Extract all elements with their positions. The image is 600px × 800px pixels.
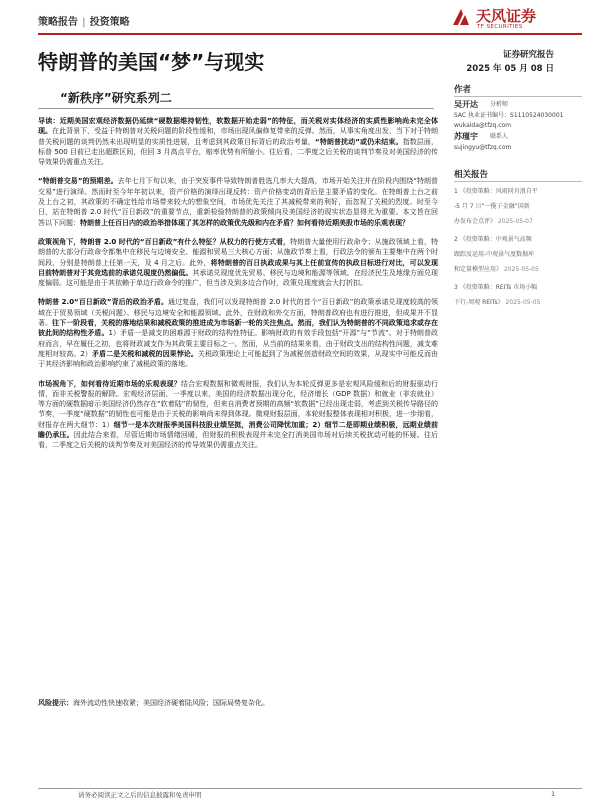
report-date: 2025 年 05 月 08 日 [466, 64, 554, 74]
subcategory-label: 投资策略 [89, 17, 130, 28]
footer-disclaimer: 请务必阅读正文之后的信息披露和免责申明 [78, 791, 202, 799]
author-email[interactable]: wukaida@tfzq.com [454, 122, 512, 129]
author-card [454, 132, 584, 153]
trump-trade-question: 特朗普上任百日内的政治举措体现了其怎样的政策优先级和内在矛盾？如何看待近期美股市场的乐观表现？ [80, 218, 409, 227]
logo-subtext: TF SECURITIES [477, 24, 523, 30]
author-name: 苏瑾宇 [454, 132, 478, 141]
market-view-lead: 市场视角下，如何看待近期市场的乐观表现？ [38, 379, 181, 388]
author-card [454, 100, 584, 131]
page-number: 1 [551, 790, 556, 798]
contradictions-lead: 特朗普 2.0“百日新政”背后的政治矛盾。 [38, 298, 169, 307]
trump-trade-lead: “特朗普交易”的预期差。 [38, 177, 118, 186]
brand-logo [450, 4, 580, 36]
policy-view-emphasis: 将特朗普的百日执政成果与其上任前宣传的执政目标进行对比，可以发现目前特朗普对于其竞选前的承诺兑现度仍然偏低。 [38, 258, 438, 277]
related-heading: 相关报告 [454, 170, 489, 180]
paragraph-intro [38, 116, 438, 167]
author-name: 吴开达 [454, 100, 478, 109]
market-view-text-2: 因此结合来看，尽管近期市场情绪回暖，但财报的积极表现并未完全打消美国市场对后续关税扰动可能的怀疑。往后看，二季度之后关税的谈判节奏及对美国经济的传导效果仍需重点关注。 [38, 431, 439, 450]
policy-view-text-2: 其承诺兑现度优先贸易、移民与边境和能源等领域，在经济民生及地缘方面兑现度偏弱。这可能是由于其依赖于单边行政命令的推广，但当涉及到多边合作时，政策兑现度就会大打折扣。 [38, 268, 439, 288]
related-report-line: 2 《投资策略：中观景气高频 [454, 236, 532, 243]
contradictions-text-2: 1）矛盾一是减支的困难源于财政的结构性特征。影响财政的有效手段包括“开源”与“节流”。对于特朗普政府而言，早在履任之初，也将财政减支作为其政策主要目标之一。然而，从当前的结果来看，由于财政支出的结构性问题，减支难度相对较高。2） [38, 329, 438, 358]
intro-text: 在此背景下，受益于特朗普对关税问题的阶段性缓和，市场出现风偏修复带来的反弹。然而，从事实角度出发，当下对于特朗普关税问题的谈判仍然未出现明显的实质性进展，且考虑到其政策目标背后的政治考量， [38, 127, 439, 146]
related-report-line: 办发布会点评》 [454, 218, 497, 225]
author-role: 联系人 [490, 133, 509, 140]
report-type: 证券研究报告 [502, 50, 554, 60]
category-label: 策略报告 [38, 17, 78, 28]
intro-text-2: 指数层面，标普 500 目前已走出超跌区间，但回 3 月高点平台，赔率优势有所缩小。往后看，二季度之后关税的谈判节奏及对美国经济的传导效果仍需重点关注。 [38, 137, 439, 167]
report-title: 特朗普的美国“梦”与现实 [38, 50, 265, 74]
related-report-date: 2025-05-05 [503, 266, 539, 273]
intro-lead: 导读：近期美国宏观经济数据仍延续“硬数据维持韧性，软数据开始走弱”的特征，而关税对实体经济的实质性影响尚未完全体现。 [38, 117, 438, 136]
logo-text: 天风证券 [476, 7, 537, 25]
authors-heading: 作者 [454, 85, 472, 95]
related-report-line: 和定量模型应用》 [454, 266, 503, 273]
policy-view-text: 特朗普大量使用行政命令；从施政领域上看，特朗普的大部分行政命令都集中在移民与边境安全、能源和贸易三大核心方面；从施政节奏上看，行政法令的颁布主要集中在两个时间段，分别是特朗普上任第一天，及 4 月之后。此外， [38, 237, 438, 267]
report-subtitle: “新秩序”研究系列二 [60, 91, 172, 105]
paragraph-political-contradictions [38, 297, 438, 369]
authors-rule [454, 96, 582, 97]
author-email[interactable]: sujingyu@tfzq.com [454, 144, 512, 151]
header-rule [38, 33, 582, 35]
contradictions-text: 通过复盘，我们可以发现特朗普 2.0 时代的首个“百日新政”的政策承诺兑现度较高的领域在于贸易领域（关税问题）、移民与边境安全和能源领域。此外，在财政和外交方面，特朗普政府也有进行推进，但成果并不显著。 [38, 298, 438, 328]
related-report-item[interactable] [454, 232, 586, 277]
related-rule [454, 181, 582, 182]
paragraph-trump-trade [38, 176, 438, 227]
related-report-item[interactable] [454, 184, 586, 229]
related-report-line: 跟踪及运用-中观景气度数据库 [454, 251, 535, 258]
author-cert: SAC 执业证书编号：S1110524030001 [454, 112, 564, 119]
contradictions-emphasis: 往下一阶段看，关税的落地结果和减税政策的推进成为市场新一轮的关注焦点。然而，我们认为特朗普的不同政策追求或存在彼此间的结构性矛盾。 [38, 319, 439, 338]
risk-notice [38, 698, 438, 708]
market-view-text: 结合宏观数据和微观财报，我们认为本轮反弹更多是宏观风险缓和后的财报驱动行情，而非关税警报的解除。宏观经济层面，一季度以来，美国的经济数据出现分化，经济增长（GDP 数据）和就业（非农就业）等方面的硬数据暗示美国经济仍然存在“软着陆”的韧性，但来自消费者预期的高频“软数据”已经出现走弱，考虑到关税传导路径的节奏，一季度“硬数据”的韧性也可能是由于关税的影响尚未得到体现。微观财报层面，本轮财报整体表现相对积极，进一步细看，财报存在两大细节：1） [38, 379, 439, 429]
subtitle-rule [38, 108, 434, 109]
intro-emphasis: “特朗普扰动”或仍未结束。 [315, 137, 403, 146]
related-report-date: 2025-05-05 [505, 299, 541, 306]
policy-view-lead: 政策视角下，特朗普 2.0 时代的“百日新政”有什么特征？从权力的行使方式看， [38, 237, 291, 246]
related-report-line: 3 《投资策略：REITs 市场小幅 [454, 284, 538, 291]
related-report-line: -5 月 7 日“一揽子金融”国新 [454, 203, 530, 210]
market-view-emphasis: 细节一是本次财报季美国科技股业绩坚挺，消费公司降忧加重；2）细节二是即期业绩积极，远期业绩前瞻仍承压。 [38, 420, 438, 440]
report-body [38, 116, 438, 460]
paragraph-policy-view [38, 237, 438, 288]
trump-trade-text: 去年七月下旬以来，由于突发事件导致特朗普胜选几率大大提高，市场开始关注并在阶段内围绕“特朗普交易”进行演绎。然而时至今年年初以来，资产价格的演绎出现反转：资产价格变动的背后是主要矛盾的变化。在特朗普上台之前及上台之初，其政策的不确定性给市场带来较大的想象空间，市场优先关注了其减税带来的利好，而忽视了关税的烈度。时至今日，站在特朗普 2.0 时代“百日新政”的重要节点，重新检验特朗普的政策倾向及美国经济的现实状态显得尤为重要。本文旨在回答以下问题： [38, 177, 438, 227]
risk-text: 海外流动性快速收紧；美国经济硬着陆风险；国际局势复杂化。 [73, 699, 269, 707]
contradictions-text-3: 关税政策理论上可能起到了为减税创造财政空间的效果，从现实中可能反而由于其经济影响和政治影响约束了减税政策的落地。 [38, 349, 439, 369]
related-report-line: 1 《投资策略：风雨同舟浪自平 [454, 188, 538, 195]
paragraph-market-view [38, 379, 438, 451]
related-report-item[interactable] [454, 280, 586, 310]
related-report-line: 下行-周观 REITs》 [454, 299, 504, 306]
contradictions-emphasis-2: 矛盾二是关税和减税的因果悖论。 [91, 349, 198, 358]
related-report-date: 2025-05-07 [497, 218, 533, 225]
report-category [38, 13, 130, 28]
category-separator: | [82, 17, 86, 28]
logo-mark-icon [450, 6, 472, 28]
footer-rule [38, 788, 582, 789]
author-role: 分析师 [490, 101, 509, 108]
risk-label: 风险提示： [38, 699, 73, 707]
